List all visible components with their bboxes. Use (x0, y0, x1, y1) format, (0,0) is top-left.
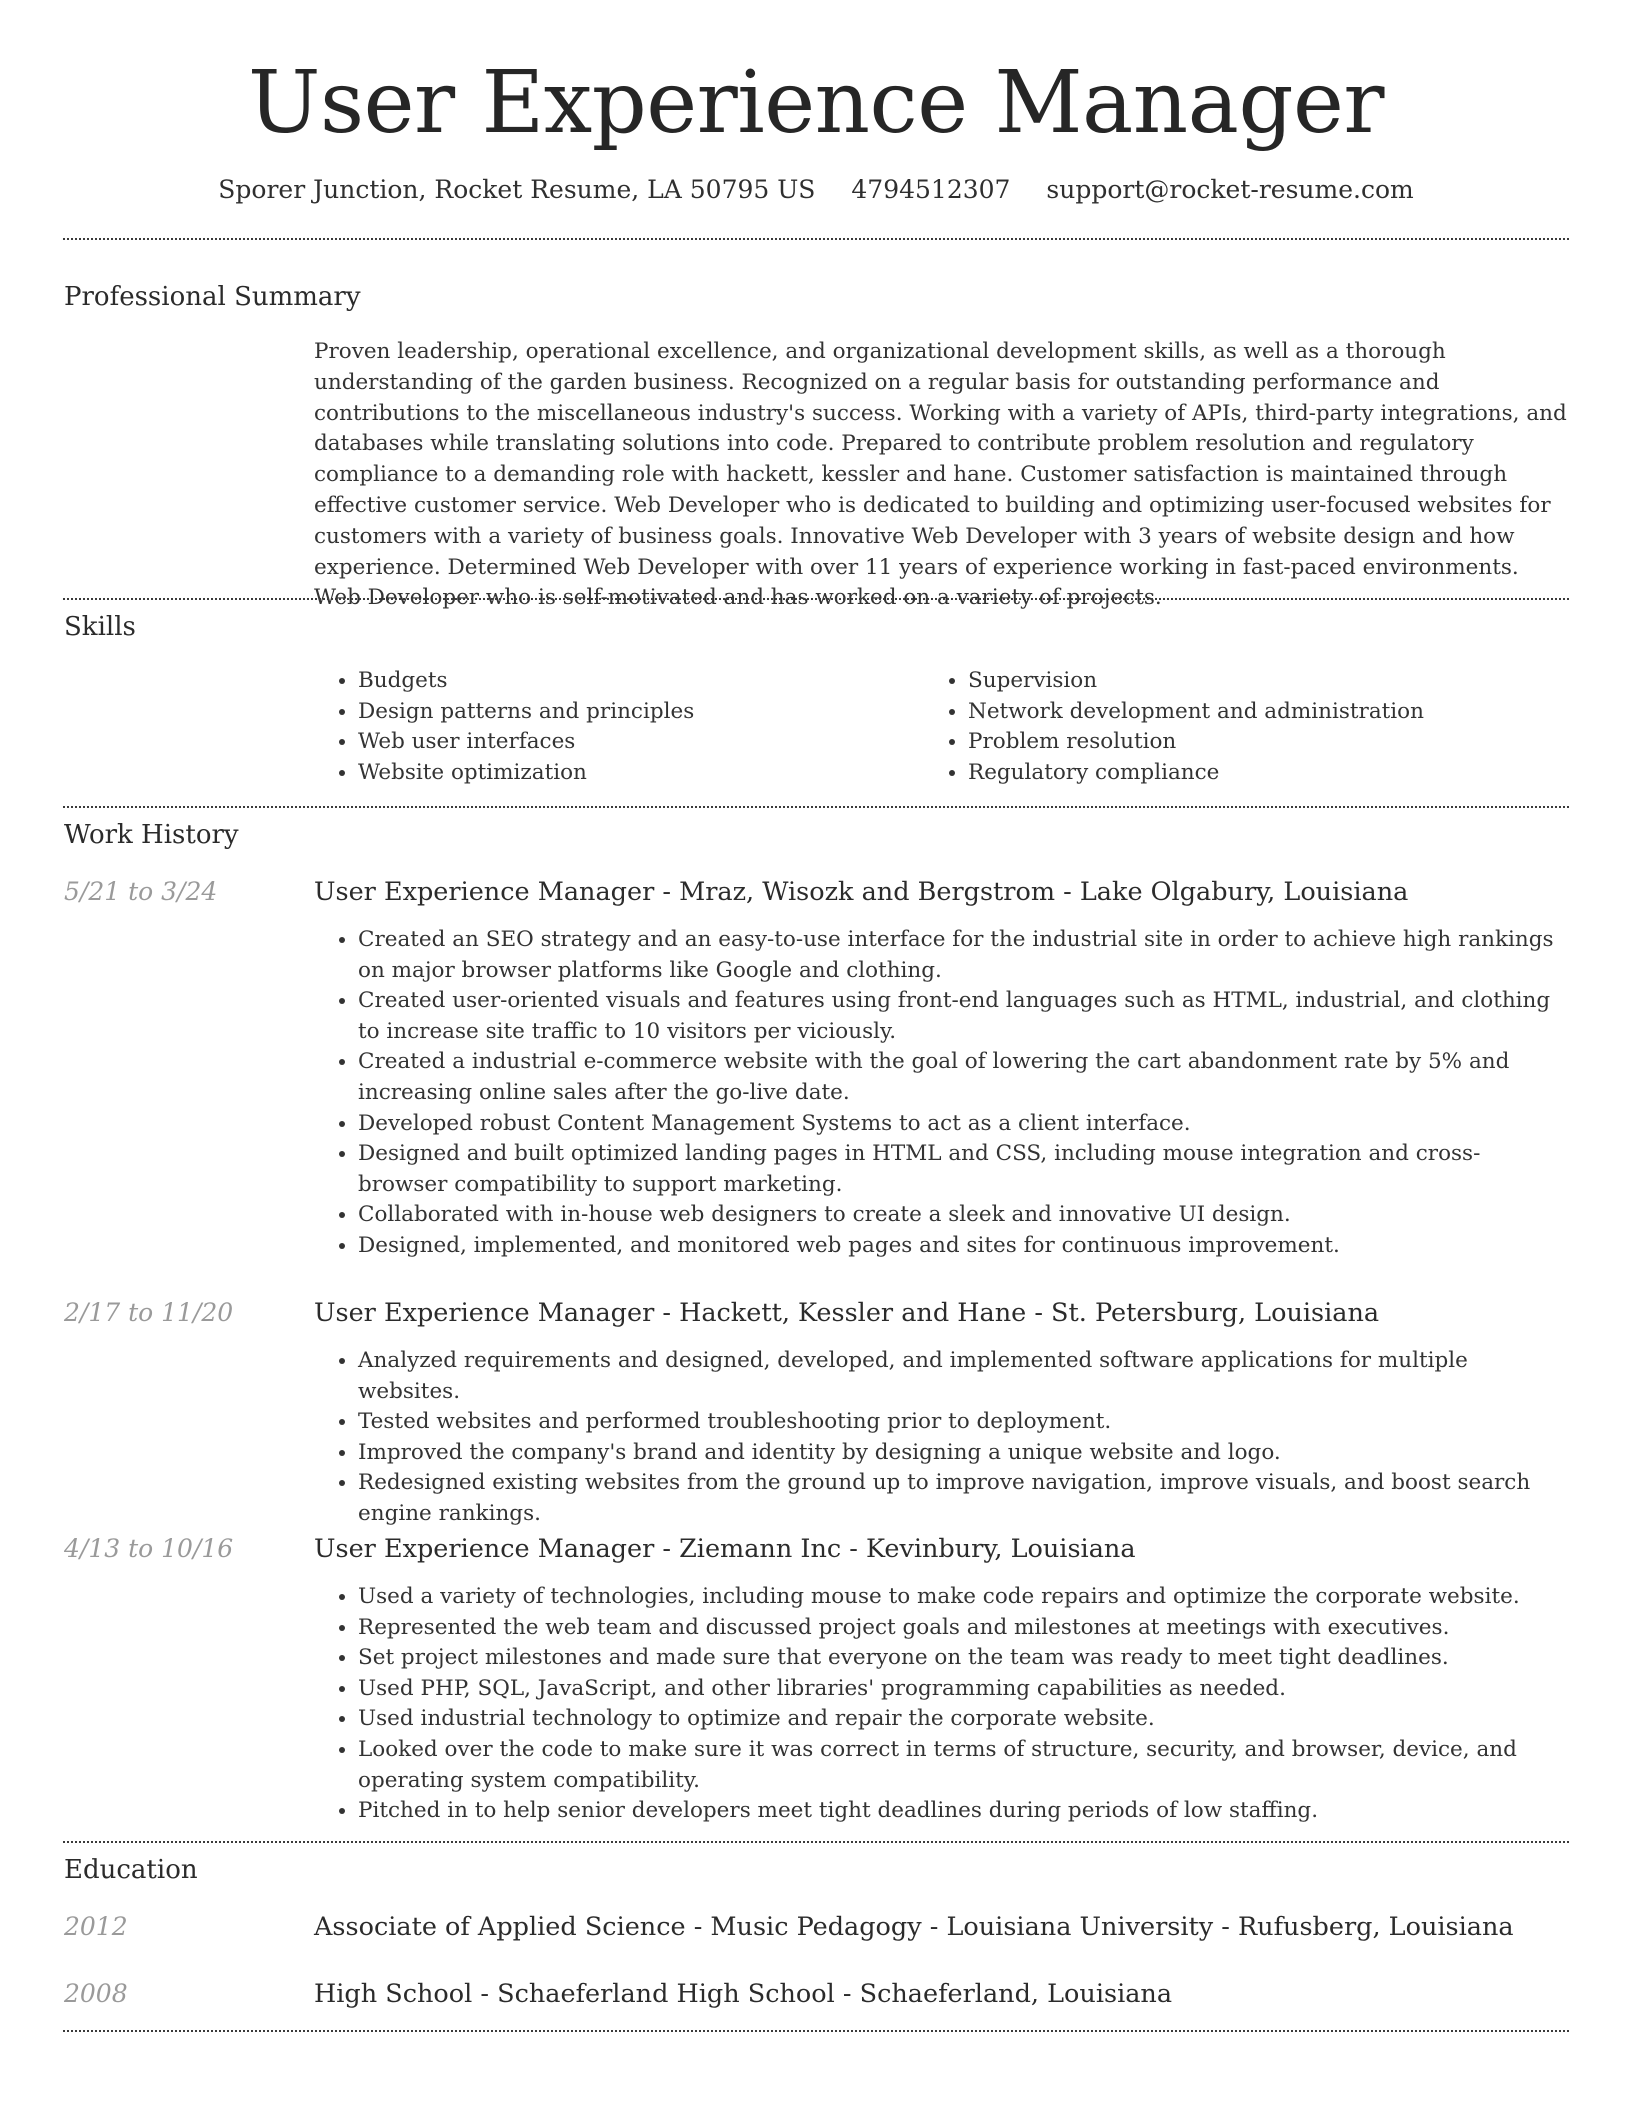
divider (63, 598, 1569, 600)
job-dates: 2/17 to 11/20 (64, 1298, 234, 1327)
contact-phone: 4794512307 (851, 175, 1011, 204)
contact-email: support@rocket-resume.com (1046, 175, 1414, 204)
summary-section (314, 337, 1568, 614)
job-title: User Experience Manager - Ziemann Inc - Kevinbury, Louisiana (314, 1534, 1136, 1564)
contact-address: Sporer Junction, Rocket Resume, LA 50795 US (218, 175, 816, 204)
job-bullets (314, 1346, 1568, 1530)
job-dates: 4/13 to 10/16 (64, 1534, 234, 1563)
job-bullet: • Designed, implemented, and monitored web pages and sites for continuous improvement. (358, 1231, 1568, 1262)
job-bullet: • Designed and built optimized landing pages in HTML and CSS, including mouse integration and cross-browser compatibility to support marketing. (358, 1139, 1568, 1200)
job-bullets (314, 1582, 1568, 1827)
divider (63, 1841, 1569, 1843)
job-bullets (314, 925, 1568, 1262)
summary-text: Proven leadership, operational excellence, and organizational development skills, as well as a thorough understanding of the garden business. Recognized on a regular basis for outstanding performance and contributions to the miscellaneous industry's success. Working with a variety of APIs, third-party integrations, and databases while translating solutions into code. Prepared to contribute problem resolution and regulatory compliance to a demanding role with hackett, kessler and hane. Customer satisfaction is maintained through effective customer service. Web Developer who is dedicated to building and optimizing user-focused websites for customers with a variety of business goals. Innovative Web Developer with 3 years of website design and how experience. Determined Web Developer with over 11 years of experience working in fast-paced environments. Web Developer who is self-motivated and has worked on a variety of projects. (314, 339, 1567, 611)
education-title: Associate of Applied Science - Music Pedagogy - Louisiana University - Rufusberg, Louisiana (314, 1912, 1514, 1942)
job-bullet: • Collaborated with in-house web designers to create a sleek and innovative UI design. (358, 1200, 1568, 1231)
divider (63, 238, 1569, 240)
job-title: User Experience Manager - Hackett, Kessler and Hane - St. Petersburg, Louisiana (314, 1298, 1380, 1328)
summary-heading: Professional Summary (64, 282, 361, 312)
contact-line (0, 170, 1632, 210)
skills-right-column (924, 666, 1484, 788)
job-bullet: • Created user-oriented visuals and features using front-end languages such as HTML, industrial, and clothing to increase site traffic to 10 visitors per viciously. (358, 986, 1568, 1047)
skill-item: • Network development and administration (968, 697, 1484, 728)
job-bullet: • Used a variety of technologies, including mouse to make code repairs and optimize the corporate website. (358, 1582, 1568, 1613)
skill-item: • Design patterns and principles (358, 697, 874, 728)
job-bullet: • Developed robust Content Management Systems to act as a client interface. (358, 1109, 1568, 1140)
skills-left-column (314, 666, 874, 788)
job-dates: 5/21 to 3/24 (64, 877, 218, 906)
job-bullet: • Created an SEO strategy and an easy-to-use interface for the industrial site in order to achieve high rankings on major browser platforms like Google and clothing. (358, 925, 1568, 986)
skill-item: • Supervision (968, 666, 1484, 697)
education-title: High School - Schaeferland High School - Schaeferland, Louisiana (314, 1979, 1173, 2009)
skills-heading: Skills (64, 612, 136, 642)
education-year: 2012 (64, 1912, 128, 1941)
skill-item: • Regulatory compliance (968, 758, 1484, 789)
job-bullet: • Created a industrial e-commerce website with the goal of lowering the cart abandonment rate by 5% and increasing online sales after the go-live date. (358, 1047, 1568, 1108)
skill-item: • Web user interfaces (358, 727, 874, 758)
job-bullet: • Analyzed requirements and designed, developed, and implemented software applications for multiple websites. (358, 1346, 1568, 1407)
job-bullet: • Improved the company's brand and identity by designing a unique website and logo. (358, 1438, 1568, 1469)
job-bullet: • Redesigned existing websites from the ground up to improve navigation, improve visuals, and boost search engine rankings. (358, 1468, 1568, 1529)
skill-item: • Budgets (358, 666, 874, 697)
resume-name: User Experience Manager (247, 53, 1385, 153)
job-bullet: • Represented the web team and discussed project goals and milestones at meetings with executives. (358, 1613, 1568, 1644)
job-bullet: • Set project milestones and made sure that everyone on the team was ready to meet tight deadlines. (358, 1643, 1568, 1674)
job-bullet: • Used industrial technology to optimize and repair the corporate website. (358, 1704, 1568, 1735)
education-heading: Education (64, 1855, 198, 1885)
job-title: User Experience Manager - Mraz, Wisozk and Bergstrom - Lake Olgabury, Louisiana (314, 877, 1409, 907)
job-bullet: • Looked over the code to make sure it was correct in terms of structure, security, and browser, device, and operating system compatibility. (358, 1735, 1568, 1796)
job-bullet: • Used PHP, SQL, JavaScript, and other libraries' programming capabilities as needed. (358, 1674, 1568, 1705)
divider (63, 806, 1569, 808)
education-year: 2008 (64, 1979, 128, 2008)
divider (63, 2030, 1569, 2032)
work-heading: Work History (64, 820, 239, 850)
skill-item: • Website optimization (358, 758, 874, 789)
job-bullet: • Pitched in to help senior developers meet tight deadlines during periods of low staffing. (358, 1796, 1568, 1827)
job-bullet: • Tested websites and performed troubleshooting prior to deployment. (358, 1407, 1568, 1438)
skill-item: • Problem resolution (968, 727, 1484, 758)
